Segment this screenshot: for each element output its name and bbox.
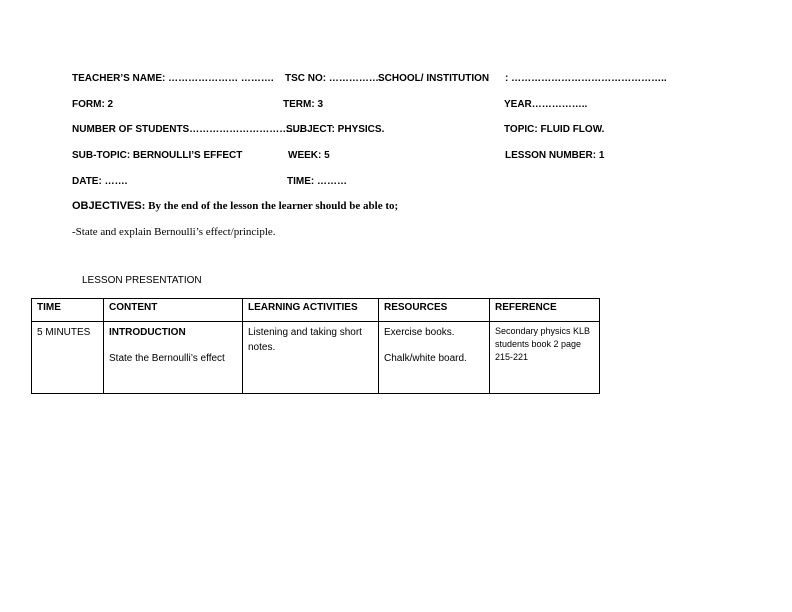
table-row — [32, 322, 600, 394]
objective-item: -State and explain Bernoulli’s effect/principle. — [72, 226, 276, 238]
table-header-row — [32, 299, 600, 322]
header-time: TIME — [32, 299, 104, 322]
time-field: TIME: ……… — [287, 176, 347, 187]
cell-content — [104, 322, 243, 394]
header-content: CONTENT — [104, 299, 243, 322]
header-resources: RESOURCES — [379, 299, 490, 322]
form-field: FORM: 2 — [72, 99, 114, 110]
cell-resources — [379, 322, 490, 394]
header-reference: REFERENCE — [490, 299, 600, 322]
resource-item: Chalk/white board. — [384, 353, 467, 364]
school-value: : ……………………………………….. — [505, 73, 667, 84]
cell-time: 5 MINUTES — [32, 322, 104, 394]
content-title: INTRODUCTION — [109, 327, 186, 338]
objectives-text: : By the end of the lesson the learner should be able to; — [141, 200, 399, 212]
objectives-label: OBJECTIVES — [72, 200, 142, 212]
lesson-presentation-heading: LESSON PRESENTATION — [82, 275, 202, 286]
topic-field: TOPIC: FLUID FLOW. — [504, 124, 605, 135]
objectives — [72, 200, 398, 212]
lesson-table — [31, 298, 600, 394]
num-students-field: NUMBER OF STUDENTS……………………………. — [72, 124, 302, 135]
week-field: WEEK: 5 — [288, 150, 330, 161]
subject-field: SUBJECT: PHYSICS. — [286, 124, 385, 135]
school-label: SCHOOL/ INSTITUTION — [378, 73, 490, 84]
date-field: DATE: ……. — [72, 176, 128, 187]
sub-topic-field: SUB-TOPIC: BERNOULLI’S EFFECT — [72, 150, 243, 161]
cell-reference: Secondary physics KLB students book 2 page 215-221 — [490, 322, 600, 394]
resource-item: Exercise books. — [384, 327, 455, 338]
cell-activities: Listening and taking short notes. — [243, 322, 379, 394]
term-field: TERM: 3 — [283, 99, 323, 110]
year-field: YEAR…………….. — [504, 99, 588, 110]
header-learning-activities: LEARNING ACTIVITIES — [243, 299, 379, 322]
content-text: State the Bernoulli’s effect — [109, 353, 225, 364]
teacher-name-field: TEACHER’S NAME: ………………… ………. — [72, 73, 274, 84]
lesson-number-field: LESSON NUMBER: 1 — [505, 150, 605, 161]
tsc-no-field: TSC NO: ……………. — [285, 73, 382, 84]
